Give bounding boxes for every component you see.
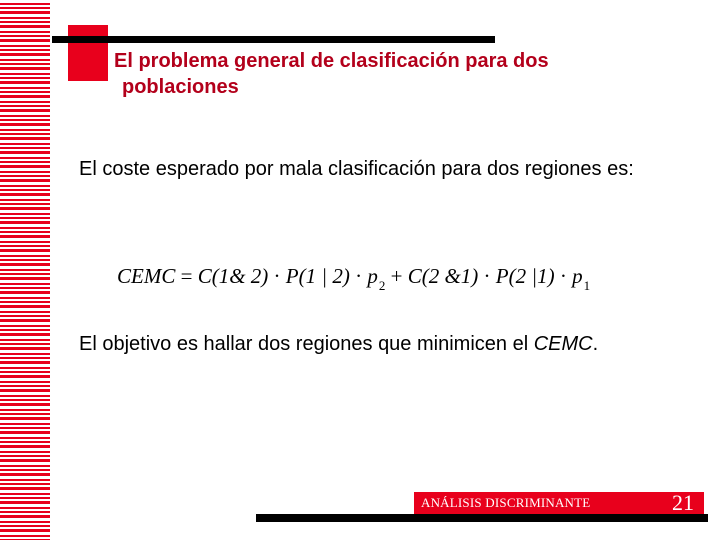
formula-dot2: · [349,264,368,288]
slide-title [114,48,694,100]
decorative-stripe-band [0,0,52,540]
title-accent-square [68,25,108,81]
formula-p1-sub: 1 [583,278,591,293]
footer-rule [256,514,708,522]
formula-equals: = [175,264,198,288]
title-rule [52,36,495,43]
objective-text: El objetivo es hallar dos regiones que minimicen el [79,333,534,355]
slide-title-line1: El problema general de clasificación para dos [114,50,549,72]
objective-end: . [592,333,599,355]
formula-c2: C(2 &1) [407,264,479,288]
formula-p21: P(2 |1) [495,264,555,288]
formula-plus: + [385,264,408,288]
footer-label: ANÁLISIS DISCRIMINANTE [421,495,591,510]
cemc-formula [117,260,590,292]
slide-title-line2: poblaciones [122,76,239,98]
paragraph-intro: El coste esperado por mala clasificación para dos regiones es: [79,158,634,180]
formula-p1: p [572,264,583,288]
page-number: 21 [672,490,694,515]
formula-lhs: CEMC [117,264,176,288]
formula-p2-sub: 2 [378,278,386,293]
formula-dot3: · [478,264,496,288]
formula-dot4: · [554,264,573,288]
formula-p2: p [367,264,378,288]
objective-emphasis: CEMC [533,333,593,355]
formula-c1: C(1& 2) [197,264,269,288]
formula-dot1: · [268,264,286,288]
paragraph-objective [79,331,719,358]
formula-p12: P(1 | 2) [285,264,350,288]
